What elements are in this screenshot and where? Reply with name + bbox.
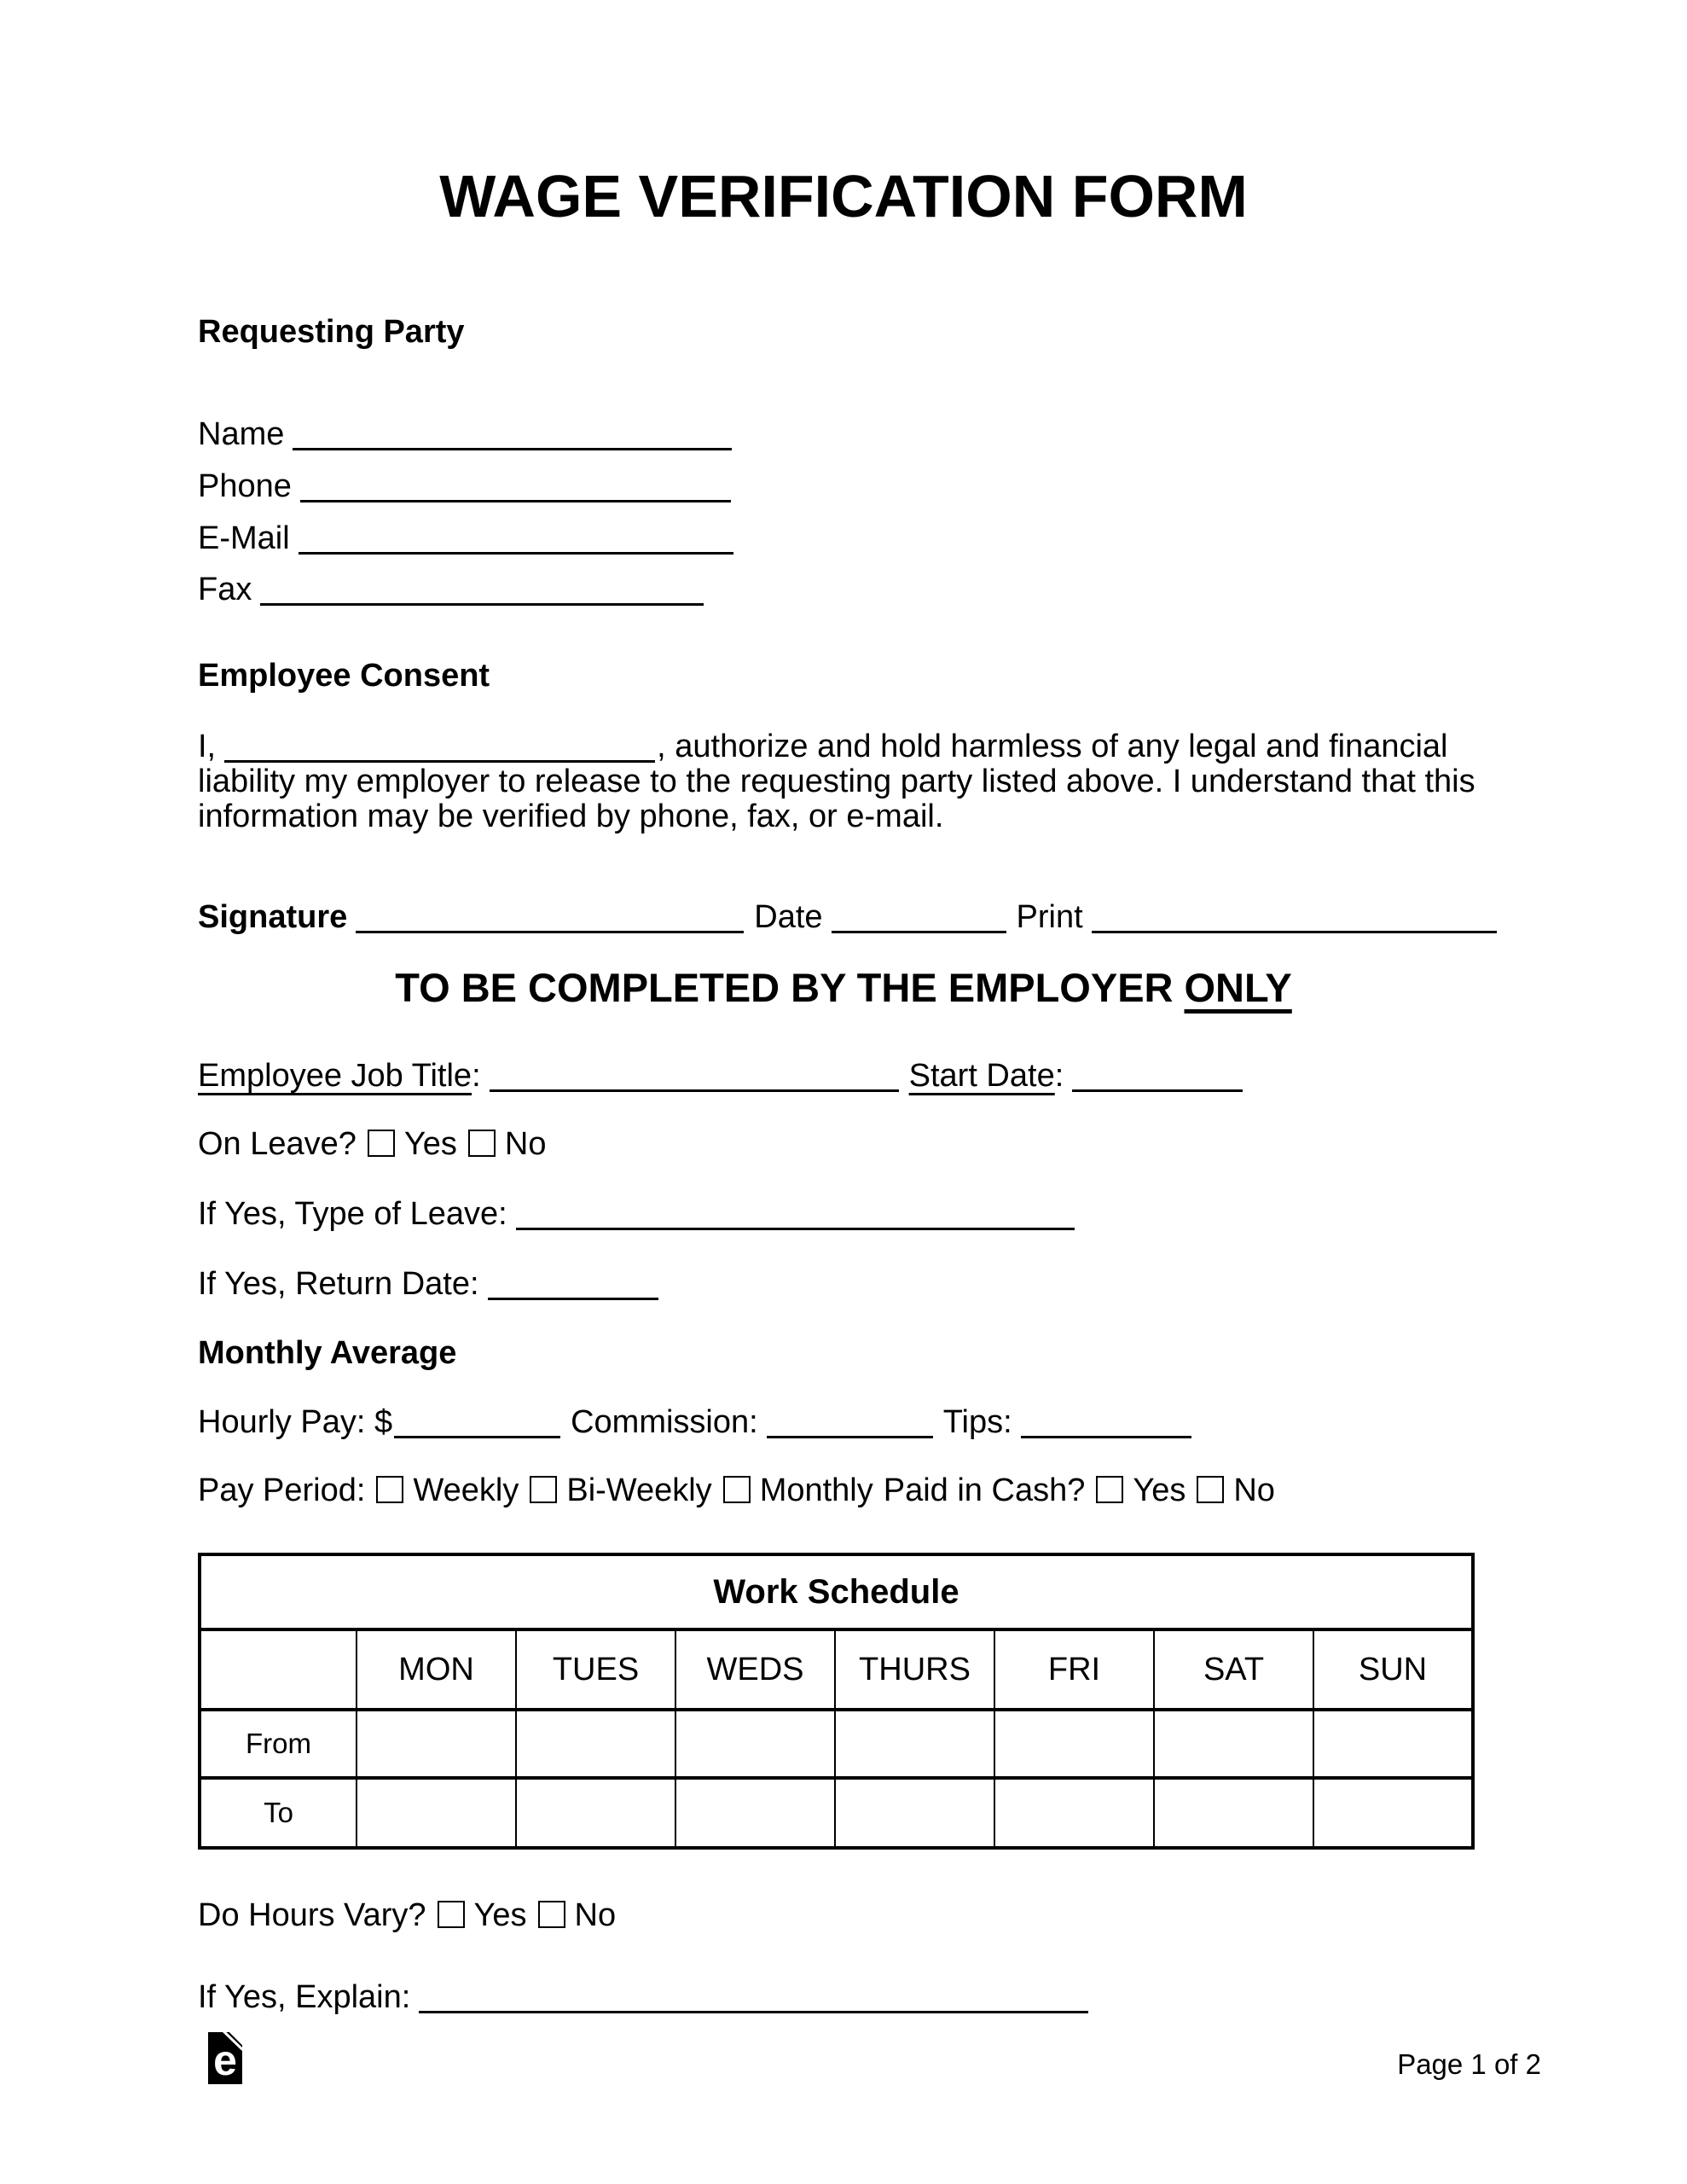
fax-label: Fax [198, 572, 252, 607]
start-date-line[interactable] [1072, 1060, 1243, 1092]
consent-name-line[interactable] [224, 731, 655, 763]
commission-line[interactable] [767, 1407, 933, 1438]
name-input-line[interactable] [293, 419, 732, 450]
print-line[interactable] [1092, 902, 1497, 933]
day-header-sat: SAT [1154, 1629, 1313, 1710]
date-line[interactable] [832, 902, 1006, 933]
consent-paragraph [198, 729, 1475, 834]
schedule-cell-to-tues[interactable] [516, 1778, 675, 1848]
email-input-line[interactable] [299, 523, 733, 555]
name-field-row [198, 415, 742, 454]
hours-vary-no-checkbox[interactable] [538, 1901, 565, 1928]
day-header-mon: MON [357, 1629, 516, 1710]
signature-line[interactable] [356, 902, 744, 933]
day-header-empty [200, 1629, 357, 1710]
employee-consent-heading: Employee Consent [198, 658, 490, 694]
explain-line[interactable] [419, 1982, 1088, 2013]
consent-line-2: liability my employer to release to the requesting party listed above. I understand that this [198, 764, 1475, 799]
consent-line1-prefix: I, [198, 729, 217, 764]
return-date-label: If Yes, Return Date: [198, 1266, 479, 1302]
email-field-row [198, 519, 744, 558]
monthly-average-heading: Monthly Average [198, 1335, 457, 1371]
paid-in-cash-yes-label: Yes [1133, 1472, 1186, 1508]
day-header-weds: WEDS [675, 1629, 835, 1710]
pay-row [198, 1403, 1202, 1442]
on-leave-yes-label: Yes [403, 1126, 457, 1162]
biweekly-label: Bi-Weekly [566, 1472, 712, 1508]
phone-label: Phone [198, 468, 292, 504]
work-schedule-table [198, 1553, 1475, 1850]
schedule-cell-from-tues[interactable] [516, 1710, 675, 1778]
schedule-cell-from-weds[interactable] [675, 1710, 835, 1778]
paid-in-cash-yes-checkbox[interactable] [1096, 1476, 1123, 1503]
type-of-leave-line[interactable] [516, 1199, 1075, 1230]
on-leave-no-checkbox[interactable] [468, 1130, 496, 1157]
paid-in-cash-no-checkbox[interactable] [1197, 1476, 1224, 1503]
from-row-label: From [200, 1710, 357, 1778]
pay-period-weekly-checkbox[interactable] [376, 1476, 403, 1503]
weekly-label: Weekly [413, 1472, 519, 1508]
day-header-thurs: THURS [835, 1629, 994, 1710]
phone-field-row [198, 467, 741, 506]
employer-section-heading [0, 965, 1687, 1011]
work-schedule-title: Work Schedule [200, 1554, 1473, 1629]
return-date-line[interactable] [488, 1269, 658, 1300]
page-number: Page 1 of 2 [1397, 2048, 1541, 2080]
paid-in-cash-no-label: No [1233, 1472, 1275, 1508]
schedule-cell-to-weds[interactable] [675, 1778, 835, 1848]
email-label: E-Mail [198, 520, 290, 556]
signature-label: Signature [198, 899, 348, 935]
signature-row [198, 897, 1507, 937]
requesting-party-heading: Requesting Party [198, 314, 465, 350]
employer-heading-only: ONLY [1184, 965, 1292, 1010]
type-of-leave-row [198, 1194, 1085, 1234]
consent-line-1 [198, 729, 1475, 764]
pay-period-label: Pay Period: [198, 1472, 366, 1508]
eforms-logo-icon [208, 2032, 242, 2084]
tips-line[interactable] [1021, 1407, 1191, 1438]
hours-vary-no-label: No [574, 1897, 617, 1933]
pay-period-row [198, 1471, 1275, 1510]
monthly-label: Monthly [759, 1472, 873, 1508]
on-leave-row [198, 1124, 547, 1164]
schedule-cell-from-mon[interactable] [357, 1710, 516, 1778]
schedule-cell-to-fri[interactable] [994, 1778, 1154, 1848]
fax-field-row [198, 570, 714, 609]
hours-vary-yes-label: Yes [473, 1897, 527, 1933]
page-title: WAGE VERIFICATION FORM [439, 163, 1248, 229]
on-leave-no-label: No [504, 1126, 547, 1162]
on-leave-yes-checkbox[interactable] [368, 1130, 395, 1157]
type-of-leave-label: If Yes, Type of Leave: [198, 1196, 507, 1232]
schedule-cell-from-fri[interactable] [994, 1710, 1154, 1778]
fax-input-line[interactable] [260, 574, 704, 606]
schedule-cell-from-thurs[interactable] [835, 1710, 994, 1778]
employer-heading-main: TO BE COMPLETED BY THE EMPLOYER [395, 965, 1174, 1010]
schedule-cell-to-thurs[interactable] [835, 1778, 994, 1848]
day-header-tues: TUES [516, 1629, 675, 1710]
job-title-row [198, 1056, 1253, 1095]
day-header-sun: SUN [1313, 1629, 1473, 1710]
start-date-label: Start Date [908, 1058, 1055, 1094]
schedule-cell-from-sun[interactable] [1313, 1710, 1473, 1778]
commission-label: Commission: [571, 1404, 758, 1440]
schedule-cell-to-mon[interactable] [357, 1778, 516, 1848]
pay-period-biweekly-checkbox[interactable] [530, 1476, 557, 1503]
schedule-cell-to-sat[interactable] [1154, 1778, 1313, 1848]
logo-letter: e [213, 2036, 237, 2084]
job-title-colon: : [472, 1058, 481, 1094]
return-date-row [198, 1264, 669, 1304]
hourly-pay-label: Hourly Pay: $ [198, 1404, 393, 1440]
schedule-cell-to-sun[interactable] [1313, 1778, 1473, 1848]
consent-line-3: information may be verified by phone, fax, or e-mail. [198, 799, 944, 834]
name-label: Name [198, 416, 285, 452]
tips-label: Tips: [942, 1404, 1012, 1440]
explain-row [198, 1978, 1099, 2017]
hours-vary-yes-checkbox[interactable] [438, 1901, 465, 1928]
explain-label: If Yes, Explain: [198, 1979, 411, 2015]
phone-input-line[interactable] [300, 471, 731, 502]
hourly-pay-line[interactable] [394, 1407, 560, 1438]
to-row-label: To [200, 1778, 357, 1848]
hours-vary-row [198, 1896, 616, 1935]
date-label: Date [754, 899, 823, 935]
hours-vary-label: Do Hours Vary? [198, 1897, 426, 1933]
pay-period-monthly-checkbox[interactable] [723, 1476, 751, 1503]
job-title-label: Employee Job Title [198, 1058, 472, 1094]
on-leave-label: On Leave? [198, 1126, 357, 1162]
day-header-fri: FRI [994, 1629, 1154, 1710]
print-label: Print [1016, 899, 1083, 935]
job-title-line[interactable] [490, 1060, 899, 1092]
schedule-cell-from-sat[interactable] [1154, 1710, 1313, 1778]
consent-line1-suffix: , authorize and hold harmless of any legal and financial [657, 729, 1448, 764]
paid-in-cash-label: Paid in Cash? [883, 1472, 1086, 1508]
start-date-colon: : [1054, 1058, 1064, 1094]
